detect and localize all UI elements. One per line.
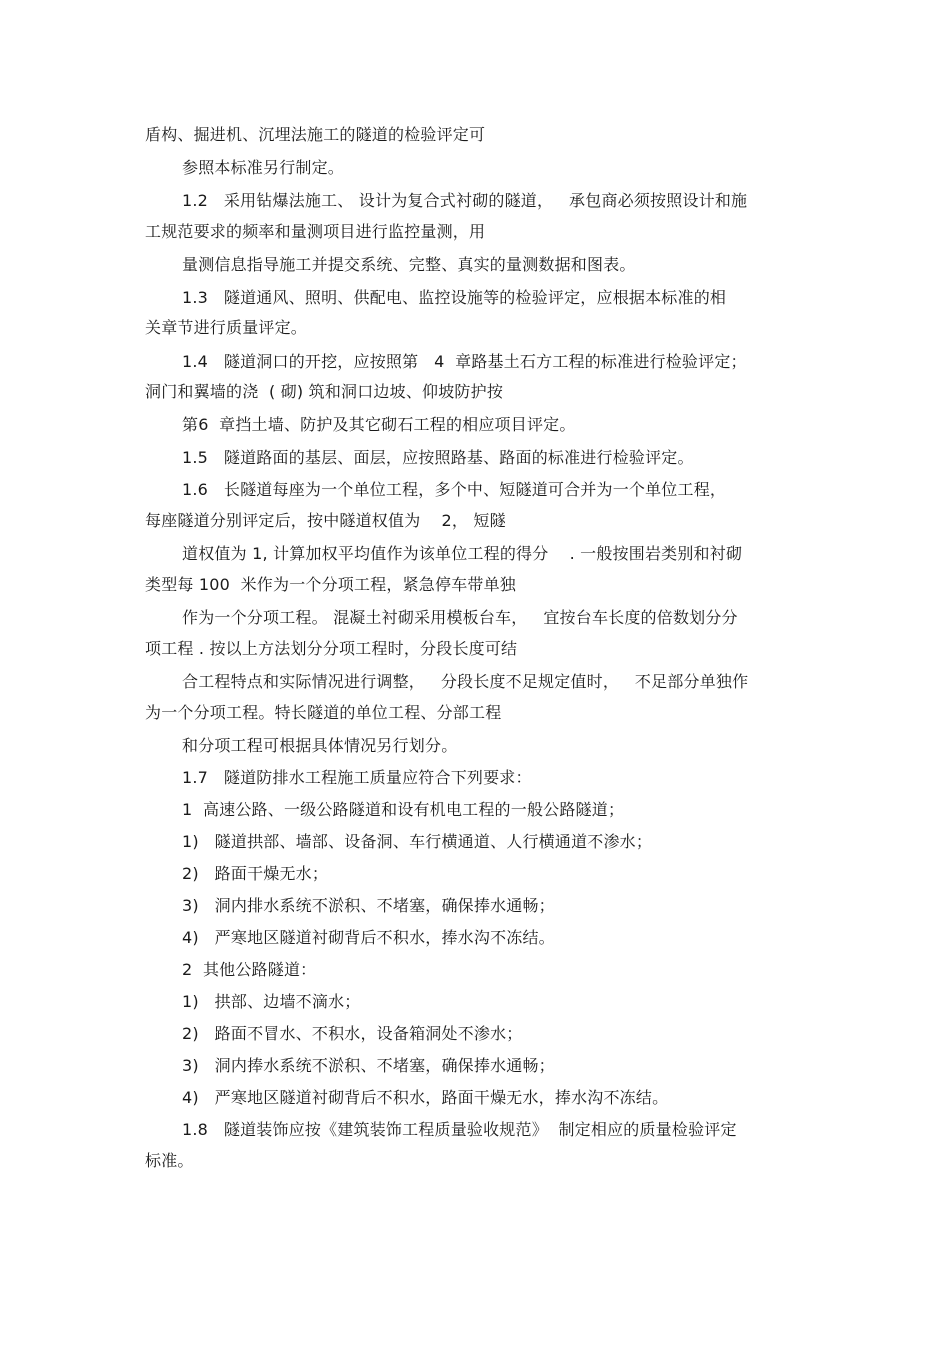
text-line: 道权值为 1, 计算加权平均值作为该单位工程的得分 . 一般按围岩类别和衬砌	[182, 544, 743, 563]
text-line: 每座隧道分别评定后，按中隧道权值为 2， 短隧	[145, 511, 506, 530]
text-line: 2) 路面不冒水、不积水，设备箱洞处不渗水；	[182, 1024, 523, 1043]
text-line: 1.5 隧道路面的基层、面层，应按照路基、路面的标准进行检验评定。	[182, 448, 694, 467]
text-line: 1.7 隧道防排水工程施工质量应符合下列要求：	[182, 768, 532, 787]
text-line: 作为一个分项工程。 混凝土衬砌采用模板台车， 宜按台车长度的倍数划分分	[182, 608, 738, 627]
text-line: 盾构、掘进机、沉埋法施工的隧道的检验评定可	[145, 125, 486, 144]
text-line: 和分项工程可根据具体情况另行划分。	[182, 736, 458, 755]
text-line: 标准。	[145, 1151, 194, 1170]
text-line: 1.3 隧道通风、照明、供配电、监控设施等的检验评定，应根据本标准的相	[182, 288, 727, 307]
text-line: 1.6 长隧道每座为一个单位工程，多个中、短隧道可合并为一个单位工程，	[182, 480, 727, 499]
text-line: 量测信息指导施工并提交系统、完整、真实的量测数据和图表。	[182, 255, 636, 274]
text-line: 4) 严寒地区隧道衬砌背后不积水，路面干燥无水，捧水沟不冻结。	[182, 1088, 669, 1107]
text-line: 2 其他公路隧道：	[182, 960, 317, 979]
text-line: 2) 路面干燥无水；	[182, 864, 329, 883]
text-line: 项工程 . 按以上方法划分分项工程时，分段长度可结	[145, 639, 518, 658]
text-line: 洞门和翼墙的浇 ( 砌) 筑和洞口边坡、仰坡防护按	[145, 382, 504, 401]
text-line: 4) 严寒地区隧道衬砌背后不积水，捧水沟不冻结。	[182, 928, 555, 947]
text-line: 类型每 100 米作为一个分项工程，紧急停车带单独	[145, 575, 516, 594]
text-line: 第6 章挡土墙、防护及其它砌石工程的相应项目评定。	[182, 415, 576, 434]
text-line: 合工程特点和实际情况进行调整， 分段长度不足规定值时， 不足部分单独作	[182, 672, 749, 691]
text-line: 为一个分项工程。特长隧道的单位工程、分部工程	[145, 703, 502, 722]
text-line: 参照本标准另行制定。	[182, 158, 345, 177]
text-line: 1) 拱部、边墙不滴水；	[182, 992, 361, 1011]
text-line: 1.8 隧道装饰应按《建筑装饰工程质量验收规范》 制定相应的质量检验评定	[182, 1120, 737, 1139]
text-line: 关章节进行质量评定。	[145, 318, 308, 337]
text-line: 1) 隧道拱部、墙部、设备洞、车行横通道、人行横通道不渗水；	[182, 832, 653, 851]
text-line: 3) 洞内排水系统不淤积、不堵塞，确保捧水通畅；	[182, 896, 555, 915]
text-line: 工规范要求的频率和量测项目进行监控量测，用	[145, 222, 486, 241]
text-line: 1.2 采用钻爆法施工、 设计为复合式衬砌的隧道， 承包商必须按照设计和施	[182, 191, 748, 210]
text-line: 1 高速公路、一级公路隧道和设有机电工程的一般公路隧道；	[182, 800, 625, 819]
text-line: 1.4 隧道洞口的开挖，应按照第 4 章路基土石方工程的标准进行检验评定；	[182, 352, 747, 371]
text-line: 3) 洞内捧水系统不淤积、不堵塞，确保捧水通畅；	[182, 1056, 555, 1075]
